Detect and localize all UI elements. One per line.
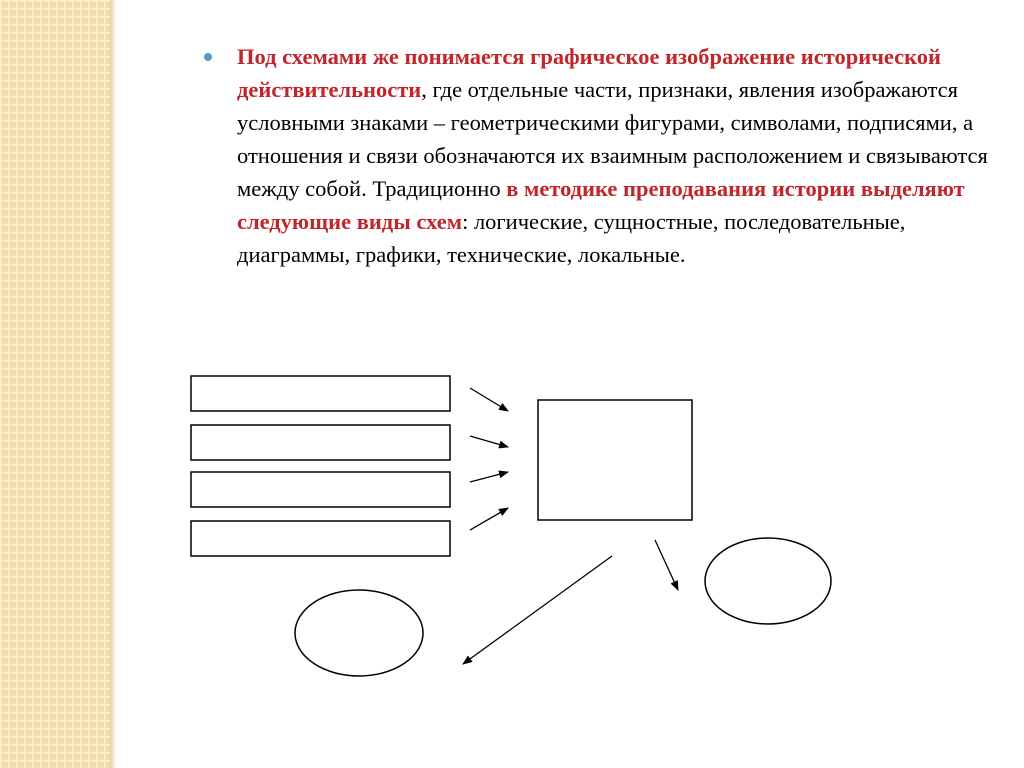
decorative-strip-shadow — [110, 0, 116, 768]
diagram-ellipse-right — [705, 538, 831, 624]
text-block — [204, 40, 1009, 271]
diagram-ellipse-left — [295, 590, 423, 676]
diagram-rect-4 — [191, 521, 450, 556]
diagram-arrow-1 — [470, 388, 508, 411]
bullet-paragraph — [204, 40, 1009, 271]
diagram-arrow-5 — [655, 540, 678, 590]
decorative-strip — [0, 0, 110, 768]
diagram-rect-3 — [191, 472, 450, 507]
diagram-arrow-6 — [463, 556, 612, 664]
definition-text: , где отдельные части, признаки, явления изображаются условными знаками – геометрическими фигурами, символами, подписями, а отношения и связи обозначаются их взаимным расположением и связываются между собой. Традиционно — [237, 77, 988, 201]
types-highlight: в методике преподавания истории выделяют следующие виды схем — [237, 176, 965, 234]
diagram-arrow-3 — [470, 472, 508, 482]
diagram-arrow-4 — [470, 508, 508, 530]
definition-highlight: Под схемами же понимается графическое изображение исторической действительности — [237, 44, 942, 102]
types-list-text: : логические, сущностные, последовательные, диаграммы, графики, технические, локальные. — [237, 209, 906, 267]
diagram-square — [538, 400, 692, 520]
diagram-arrow-2 — [470, 436, 508, 447]
bullet-icon — [204, 53, 212, 61]
diagram-rect-2 — [191, 425, 450, 460]
diagram-rect-1 — [191, 376, 450, 411]
